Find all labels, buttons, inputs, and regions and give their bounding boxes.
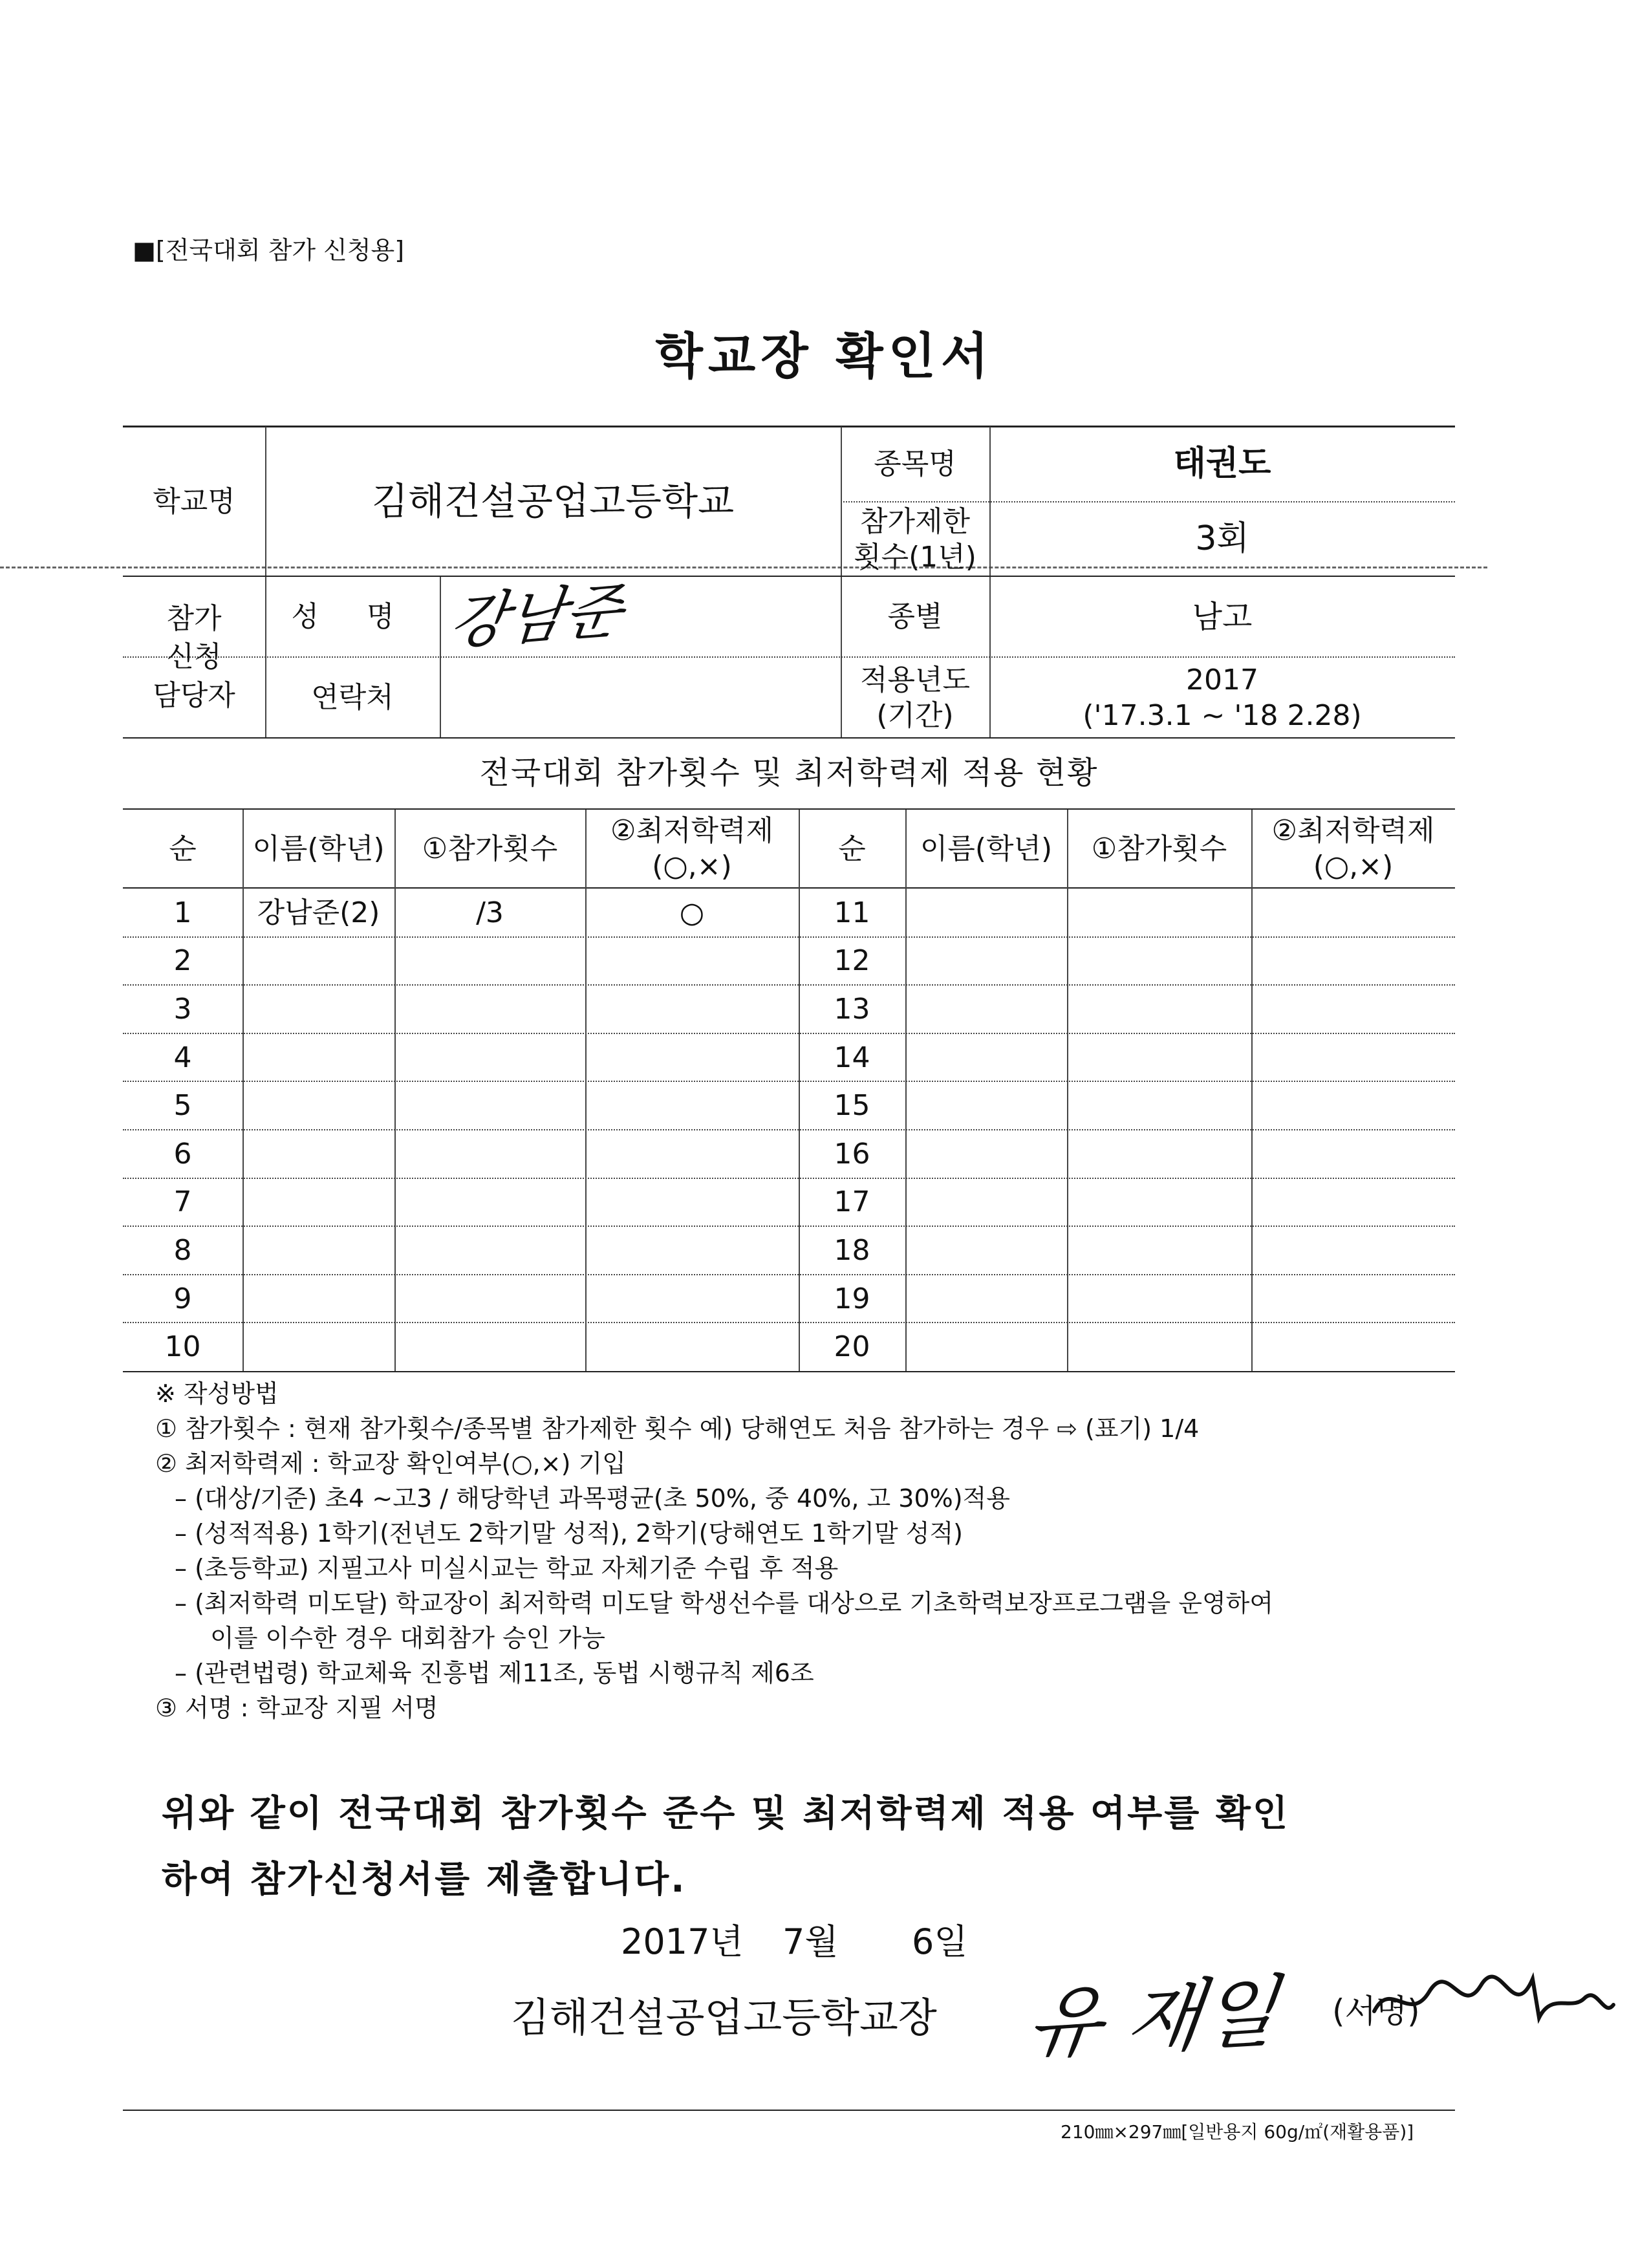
cell-mark <box>1251 985 1455 1033</box>
cell-count <box>1067 1130 1251 1178</box>
year-label <box>841 658 989 737</box>
cell-no: 18 <box>834 1233 870 1267</box>
cell-mark <box>585 1178 799 1227</box>
principal-seal: (서명) <box>1332 1993 1420 2030</box>
category-value: 남고 <box>1192 598 1253 635</box>
cell-mark <box>1251 1323 1455 1371</box>
cell-count <box>394 1226 585 1275</box>
cell-name <box>242 937 394 986</box>
cell-mark <box>585 985 799 1033</box>
cell-mark <box>585 1275 799 1323</box>
note-line: – (초등학교) 지필고사 미실시교는 학교 자체기준 수립 후 적용 <box>175 1554 839 1582</box>
principal-title: 김해건설공업고등학교장 <box>511 1994 937 2041</box>
limit-label <box>841 502 989 576</box>
header-min-academic-right-line1: ②최저학력제 <box>1271 814 1435 847</box>
cell-mark <box>585 937 799 986</box>
header-name: 이름(학년) <box>252 832 385 865</box>
limit-value: 3회 <box>1195 519 1249 558</box>
cell-name <box>905 1323 1067 1371</box>
cell-mark <box>1251 1130 1455 1178</box>
cell-count <box>394 1178 585 1227</box>
year-value-line2: ('17.3.1 ~ '18 2.28) <box>1083 698 1362 732</box>
cell-count <box>394 937 585 986</box>
cell-count <box>1067 1275 1251 1323</box>
cell-count <box>1067 1178 1251 1227</box>
header-min-academic-right-line2: (○,×) <box>1313 850 1394 883</box>
cell-count: /3 <box>476 896 504 929</box>
cell-name <box>242 1081 394 1130</box>
cell-count <box>1067 1081 1251 1130</box>
cell-mark <box>585 1033 799 1082</box>
event-value: 태권도 <box>1173 444 1271 483</box>
cell-name <box>905 1130 1067 1178</box>
applicant-label-line2: 신청 <box>166 640 222 674</box>
cell-name <box>242 1178 394 1227</box>
cell-mark <box>585 1081 799 1130</box>
cell-name <box>905 985 1067 1033</box>
note-line: ③ 서명 : 학교장 지필 서명 <box>155 1694 438 1722</box>
cell-count <box>1067 1323 1251 1371</box>
note-line: – (관련법령) 학교체육 진흥법 제11조, 동법 시행규칙 제6조 <box>175 1659 814 1687</box>
header-count: ①참가횟수 <box>422 832 558 865</box>
cell-no: 20 <box>834 1330 870 1364</box>
cell-no: 10 <box>164 1330 201 1364</box>
cell-count <box>394 985 585 1033</box>
cell-no: 7 <box>173 1185 192 1219</box>
footer-rule <box>123 2110 1455 2111</box>
cell-name <box>905 1226 1067 1275</box>
cell-no: 2 <box>173 944 192 978</box>
cell-no: 13 <box>834 992 870 1026</box>
cell-count <box>394 1275 585 1323</box>
status-title: 전국대회 참가횟수 및 최저학력제 적용 현황 <box>479 755 1099 791</box>
note-line: 이를 이수한 경우 대회참가 승인 가능 <box>210 1624 606 1652</box>
applicant-signature <box>440 577 841 656</box>
cell-mark <box>1251 1226 1455 1275</box>
school-value: 김해건설공업고등학교 <box>371 479 735 523</box>
year-value <box>989 658 1455 737</box>
note-line: ② 최저학력제 : 학교장 확인여부(○,×) 기입 <box>155 1449 626 1478</box>
cell-count <box>394 1081 585 1130</box>
year-label-line1: 적용년도 <box>859 663 970 697</box>
cell-name <box>242 1130 394 1178</box>
cell-no: 16 <box>834 1137 870 1171</box>
cell-count <box>1067 937 1251 986</box>
note-line: – (대상/기준) 초4 ~고3 / 해당학년 과목평균(초 50%, 중 40%, 고 30%)적용 <box>175 1484 1010 1513</box>
instructions <box>155 1376 1273 1725</box>
cell-name <box>242 1033 394 1082</box>
cell-no: 11 <box>834 896 870 929</box>
cell-name <box>242 1323 394 1371</box>
header-min-academic-line2: (○,×) <box>652 850 732 883</box>
cell-name <box>905 1033 1067 1082</box>
cell-name <box>905 1081 1067 1130</box>
cell-mark: ○ <box>679 896 705 929</box>
cell-no: 4 <box>173 1041 192 1074</box>
cell-no: 1 <box>173 896 192 929</box>
cell-no: 8 <box>173 1233 192 1267</box>
signature-scribble-graphic <box>1371 1966 1617 2031</box>
cell-count <box>1067 1033 1251 1082</box>
cell-mark <box>1251 1275 1455 1323</box>
cell-count <box>394 1130 585 1178</box>
limit-label-line2: 횟수(1년) <box>854 540 976 574</box>
cell-count <box>1067 985 1251 1033</box>
contact-value <box>440 658 841 737</box>
applicant-label <box>123 577 265 737</box>
note-line: – (성적적용) 1학기(전년도 2학기말 성적), 2학기(당해연도 1학기말 성적) <box>175 1519 963 1548</box>
cell-name <box>242 1275 394 1323</box>
cell-mark <box>585 1226 799 1275</box>
date-day: 6일 <box>912 1921 968 1962</box>
cell-no: 15 <box>834 1089 870 1123</box>
cell-no: 5 <box>173 1089 192 1123</box>
paper-spec: 210㎜×297㎜[일반용지 60g/㎡(재활용품)] <box>1061 2121 1414 2143</box>
name-label: 성 명 <box>291 600 414 633</box>
category-label: 종별 <box>887 600 943 633</box>
cell-name <box>242 985 394 1033</box>
page-title: 학교장 확인서 <box>655 327 994 385</box>
cell-name: 강남준(2) <box>257 896 380 929</box>
applicant-label-line1: 참가 <box>166 601 222 635</box>
header-no: 순 <box>169 832 197 865</box>
cell-mark <box>585 1130 799 1178</box>
form-tag: ■[전국대회 참가 신청용] <box>133 236 405 265</box>
closing-line-2: 하여 참가신청서를 제출합니다. <box>162 1859 687 1901</box>
applicant-signature-text: 강남준 <box>445 576 627 658</box>
year-value-line1: 2017 <box>1186 663 1258 697</box>
header-min-academic <box>585 810 799 887</box>
cell-mark <box>1251 1033 1455 1082</box>
contact-label: 연락처 <box>311 681 394 714</box>
note-line: – (최저학력 미도달) 학교장이 최저학력 미도달 학생선수를 대상으로 기초학력보장프로그램을 운영하여 <box>175 1589 1274 1617</box>
principal-signature: 유 재일 <box>1022 1967 1282 2071</box>
header-name-right: 이름(학년) <box>920 832 1053 865</box>
cell-mark <box>1251 937 1455 986</box>
cell-name <box>905 1275 1067 1323</box>
header-count-right: ①참가횟수 <box>1091 832 1227 865</box>
cell-mark <box>1251 1081 1455 1130</box>
cell-name <box>905 1178 1067 1227</box>
cell-count <box>394 1033 585 1082</box>
note-line: ※ 작성방법 <box>155 1379 279 1408</box>
year-label-line2: (기간) <box>876 698 954 732</box>
date-year: 2017년 <box>621 1921 744 1962</box>
cell-mark <box>1251 1178 1455 1227</box>
signature-scribble <box>1371 1966 1617 2031</box>
cell-no: 17 <box>834 1185 870 1219</box>
date-month: 7월 <box>782 1921 839 1962</box>
cell-name <box>905 889 1067 937</box>
cell-mark <box>585 1323 799 1371</box>
cell-mark <box>1251 889 1455 937</box>
note-line: ① 참가횟수 : 현재 참가횟수/종목별 참가제한 횟수 예) 당해연도 처음 참가하는 경우 ⇨ (표기) 1/4 <box>155 1414 1200 1443</box>
applicant-label-line3: 담당자 <box>153 678 235 712</box>
event-label: 종목명 <box>874 448 956 481</box>
cell-no: 12 <box>834 944 870 978</box>
cell-name <box>905 937 1067 986</box>
cell-no: 6 <box>173 1137 192 1171</box>
header-no-right: 순 <box>838 832 866 865</box>
cell-no: 19 <box>834 1282 870 1315</box>
cell-no: 3 <box>173 992 192 1026</box>
cell-count <box>1067 889 1251 937</box>
cell-no: 14 <box>834 1041 870 1074</box>
cell-count <box>394 1323 585 1371</box>
limit-label-line1: 참가제한 <box>859 504 970 538</box>
closing-line-1: 위와 같이 전국대회 참가횟수 준수 및 최저학력제 적용 여부를 확인 <box>162 1793 1290 1835</box>
header-min-academic-line1: ②최저학력제 <box>610 814 773 847</box>
header-min-academic-right <box>1251 810 1455 887</box>
cell-no: 9 <box>173 1282 192 1315</box>
school-label: 학교명 <box>153 484 235 518</box>
cell-name <box>242 1226 394 1275</box>
cell-count <box>1067 1226 1251 1275</box>
